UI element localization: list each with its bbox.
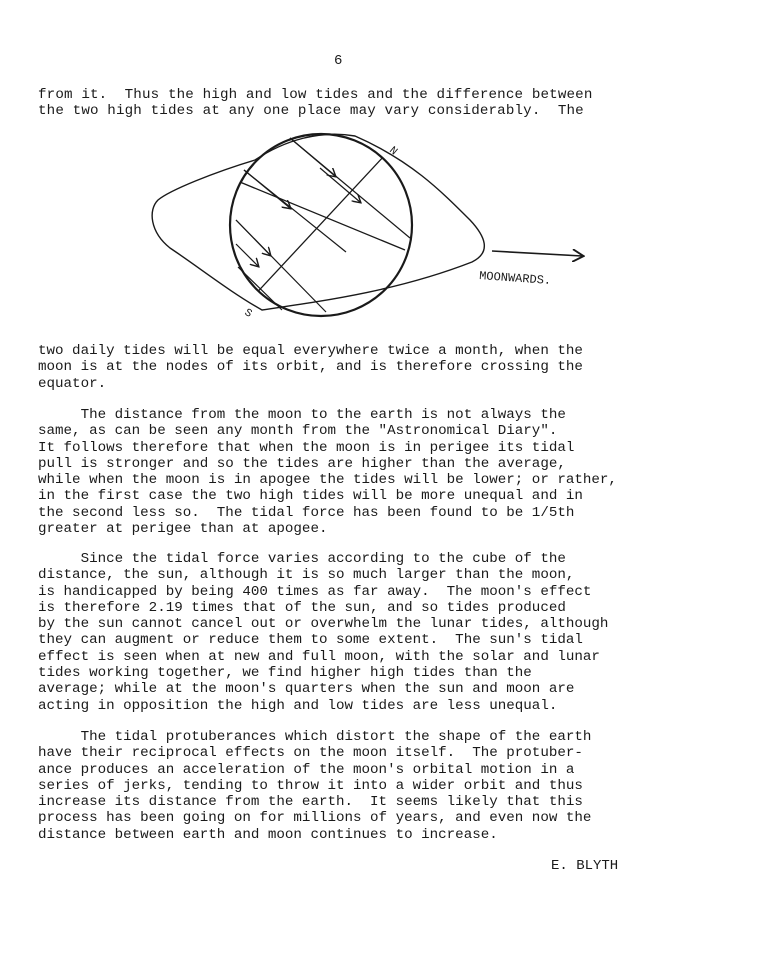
- text-line: two daily tides will be equal everywhere twice a month, when the: [38, 343, 583, 359]
- north-label: N: [386, 144, 400, 159]
- text-line: equator.: [38, 375, 107, 392]
- text-line: average; while at the moon's quarters when the sun and moon are: [38, 681, 575, 698]
- text-line: by the sun cannot cancel out or overwhelm the lunar tides, although: [38, 616, 609, 633]
- south-label: S: [242, 307, 254, 321]
- text-line: ance produces an acceleration of the moon's orbital motion in a: [38, 761, 575, 778]
- text-line: process has been going on for millions of years, and even now the: [38, 810, 592, 827]
- earth-axes: [235, 155, 405, 300]
- text-line: The distance from the moon to the earth is not always the: [38, 407, 566, 423]
- text-line: Since the tidal force varies according to the cube of the: [38, 551, 566, 567]
- text-line: moon is at the nodes of its orbit, and is therefore crossing the: [38, 359, 583, 376]
- text-line: have their reciprocal effects on the moon itself. The protuber-: [38, 745, 583, 762]
- paragraph-sun-effect: [38, 551, 608, 714]
- text-line: same, as can be seen any month from the "Astronomical Diary".: [38, 423, 558, 440]
- text-line: series of jerks, tending to throw it into a wider orbit and thus: [38, 777, 583, 794]
- moonwards-arrow: [492, 251, 582, 256]
- paragraph-perigee: [38, 407, 617, 537]
- text-line: is handicapped by being 400 times as far away. The moon's effect: [38, 583, 592, 600]
- text-line: It follows therefore that when the moon is in perigee its tidal: [38, 439, 575, 456]
- moonwards-label: MOONWARDS.: [478, 269, 552, 289]
- text-line: increase its distance from the earth. It seems likely that this: [38, 794, 583, 811]
- text-line: the two high tides at any one place may vary considerably. The: [38, 103, 584, 119]
- page-number: 6: [334, 53, 343, 69]
- earth-circle: [230, 134, 412, 316]
- text-line: from it. Thus the high and low tides and the difference between: [38, 87, 593, 103]
- paragraph-nodes: [38, 343, 583, 392]
- text-line: acting in opposition the high and low tides are less unequal.: [38, 697, 558, 714]
- text-line: while when the moon is in apogee the tides will be lower; or rather,: [38, 472, 617, 489]
- tidal-bulge-outline: [152, 134, 484, 310]
- text-line: distance, the sun, although it is so much larger than the moon,: [38, 567, 575, 584]
- text-line: greater at perigee than at apogee.: [38, 521, 328, 538]
- text-line: the second less so. The tidal force has been found to be 1/5th: [38, 504, 575, 521]
- text-line: pull is stronger and so the tides are higher than the average,: [38, 455, 566, 472]
- tidal-force-arrows: [236, 138, 410, 312]
- text-line: The tidal protuberances which distort the shape of the earth: [38, 729, 592, 745]
- text-line: in the first case the two high tides will be more unequal and in: [38, 488, 583, 505]
- author-signature: E. BLYTH: [551, 858, 619, 874]
- text-line: they can augment or reduce them to some extent. The sun's tidal: [38, 632, 583, 649]
- text-line: is therefore 2.19 times that of the sun, and so tides produced: [38, 599, 566, 616]
- text-line: distance between earth and moon continues to increase.: [38, 826, 498, 843]
- paragraph-protuberances: [38, 729, 591, 843]
- text-line: effect is seen when at new and full moon, with the solar and lunar: [38, 648, 600, 665]
- text-line: tides working together, we find higher high tides than the: [38, 665, 532, 682]
